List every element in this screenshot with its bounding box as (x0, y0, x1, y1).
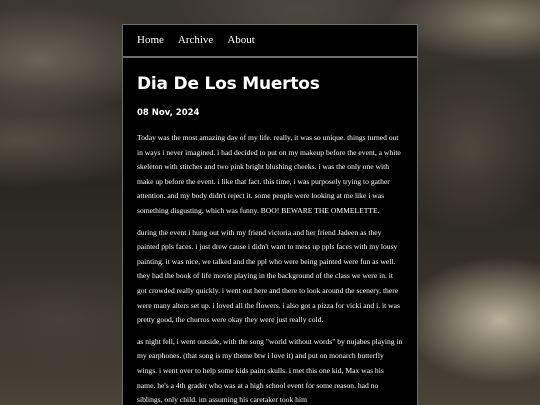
nav-home-link[interactable]: Home (137, 34, 164, 46)
post-paragraph: as night fell, i went outside, with the song "world without words" by nujabes playing in my earphones. (that song is my theme btw i love it) and put on monarch butterfly wings. i went over to help some kids paint skulls. i met this one kid, Max was his name. he's a 4th grader who was at a high school event for some reason. had no siblings, only child. im assuming his caretaker took him (137, 336, 403, 405)
post-date: 08 Nov, 2024 (137, 108, 200, 118)
post-title: Dia De Los Muertos (137, 74, 320, 94)
top-nav (123, 25, 417, 58)
post-body (137, 131, 403, 405)
post-paragraph: Today was the most amazing day of my life. really, it was so unique. things turned out in ways i never imagined. i had decided to put on my makeup before the event, a white skeleton with stitches and two pink bright blushing cheeks. i was the only one with make up before the event. i like that fact. this time, i was purposely trying to gather attention. and my body didn't reject it. some people were looking at me like i was something disgusting, which was funny. BOO! BEWARE THE OMMELETTE. (137, 133, 401, 215)
blog-panel (122, 24, 418, 405)
post-content (123, 58, 417, 405)
nav-about-link[interactable]: About (227, 34, 255, 46)
nav-archive-link[interactable]: Archive (177, 34, 214, 46)
post-paragraph: during the event i hung out with my friend victoria and her friend Jadeen as they painted ppls faces. i just drew cause i didn't want to mess up ppls faces with my lousy painting. it was nice, we talked and the ppl who were being painted were fun as well. they had the book of life movie playing in the background of the class we were in. it got crowded really quickly. i went out here and there to look around the scenery, there were many alters set up. i loved all the flowers. i also got a pizza for vicki and i. it was pretty good, the churros were okay they were just really cold. (137, 227, 400, 325)
